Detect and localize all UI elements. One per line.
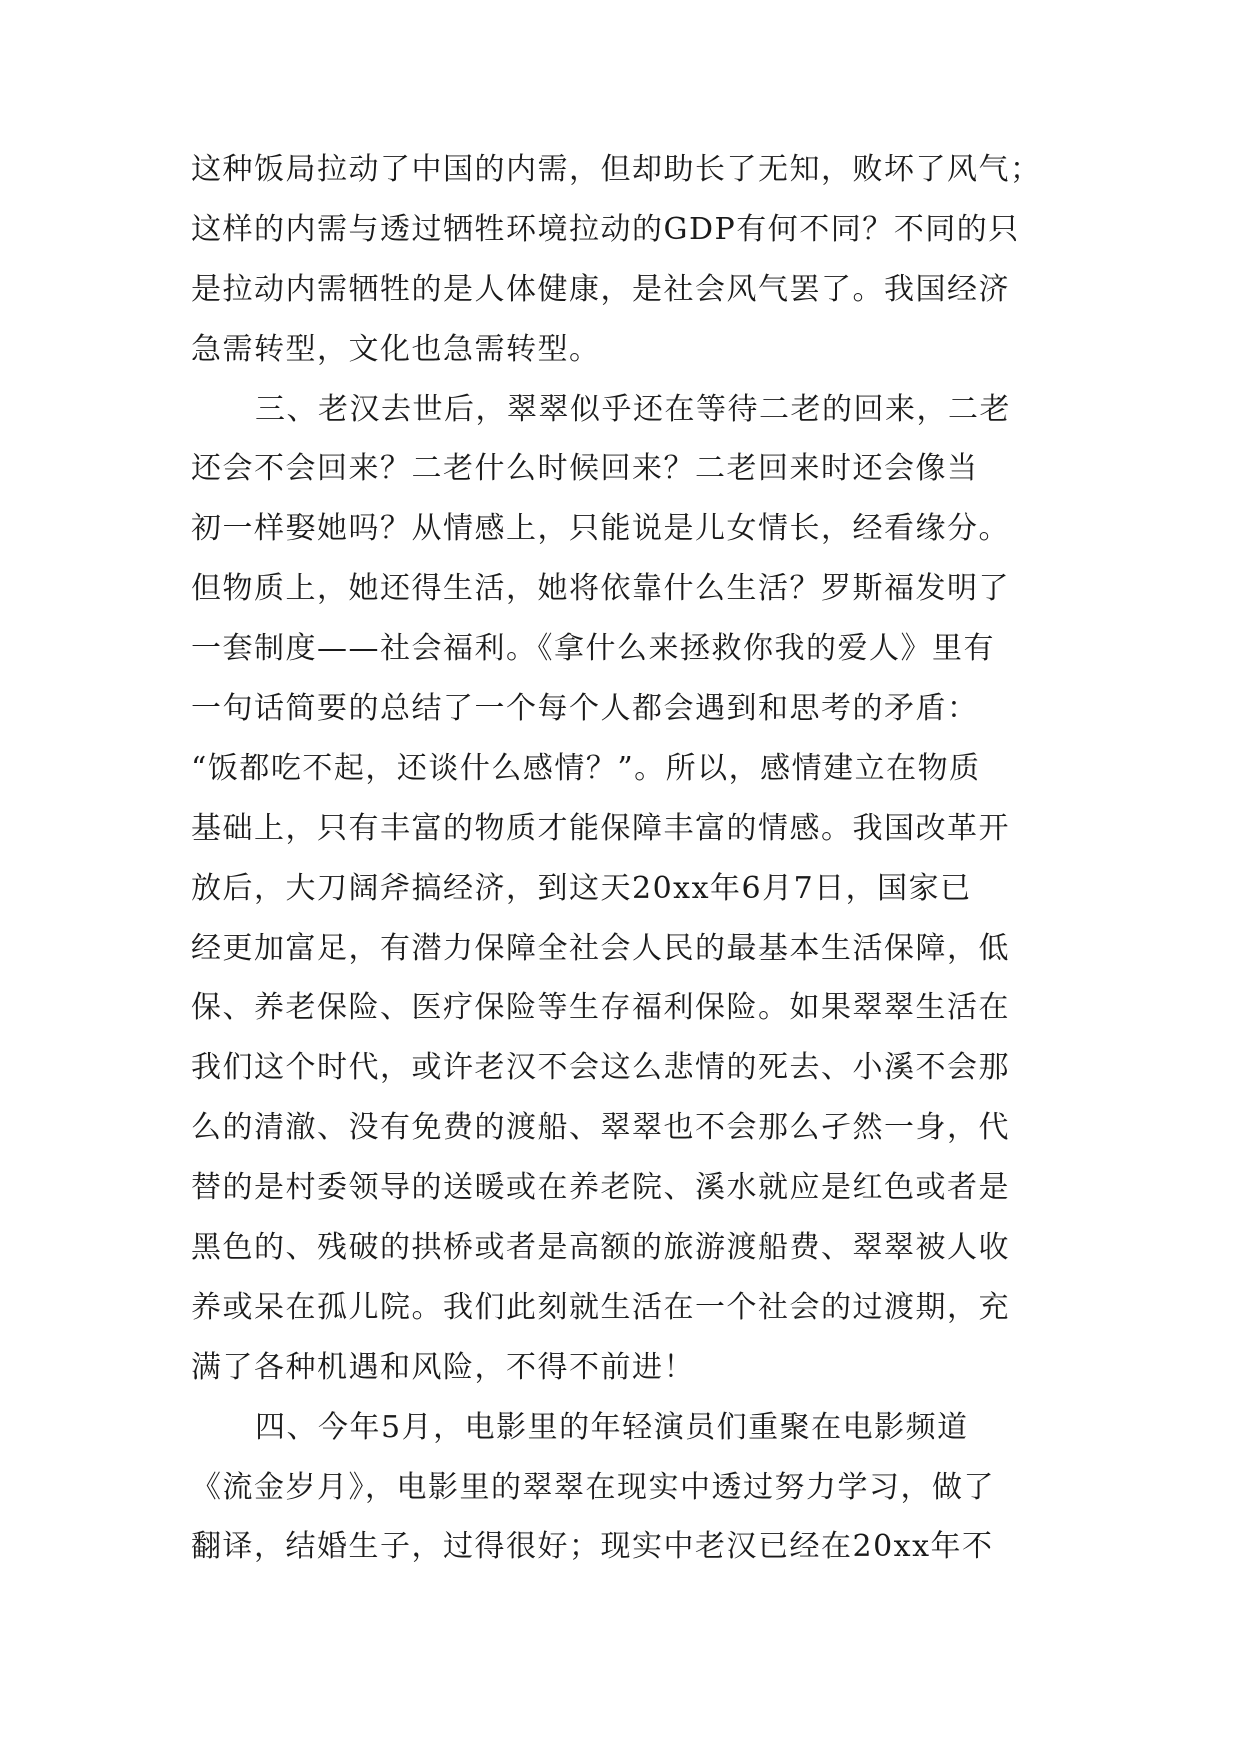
text-line: 我们这个时代，或许老汉不会这么悲情的死去、小溪不会那 [191,1050,1010,1086]
text-line: 放后，大刀阔斧搞经济，到这天20xx年6月7日，国家已 [191,870,972,906]
text-line: 一句话简要的总结了一个每个人都会遇到和思考的矛盾： [191,691,979,727]
text-line: 黑色的、残破的拱桥或者是高额的旅游渡船费、翠翠被人收 [191,1230,1010,1266]
text-line: 基础上，只有丰富的物质才能保障丰富的情感。我国改革开 [191,810,1010,846]
text-line: 养或呆在孤儿院。我们此刻就生活在一个社会的过渡期，充 [191,1289,1010,1325]
body-text [191,140,1057,1577]
text-line: 满了各种机遇和风险，不得不前进！ [191,1349,695,1385]
text-line: 这种饭局拉动了中国的内需，但却助长了无知，败坏了风气； [191,152,1042,187]
text-line: 么的清澈、没有免费的渡船、翠翠也不会那么孑然一身，代 [191,1110,1010,1146]
paragraph-start-line: 三、老汉去世后，翠翠似乎还在等待二老的回来，二老 [255,391,1011,427]
text-line: 经更加富足，有潜力保障全社会人民的最基本生活保障，低 [191,930,1010,966]
text-line: 这样的内需与透过牺牲环境拉动的GDP有何不同？不同的只 [191,211,1020,247]
text-line: 初一样娶她吗？从情感上，只能说是儿女情长，经看缘分。 [191,511,1010,547]
text-line: 是拉动内需牺牲的是人体健康，是社会风气罢了。我国经济 [191,271,1010,307]
text-line: 急需转型，文化也急需转型。 [191,331,601,367]
paragraph-start-line: 四、今年5月，电影里的年轻演员们重聚在电影频道 [255,1409,969,1445]
text-line: 翻译，结婚生子，过得很好；现实中老汉已经在20xx年不 [191,1529,994,1565]
text-line: 但物质上，她还得生活，她将依靠什么生活？罗斯福发明了 [191,571,1010,607]
text-line: 《流金岁月》，电影里的翠翠在现实中透过努力学习，做了 [191,1469,995,1505]
text-line: 替的是村委领导的送暖或在养老院、溪水就应是红色或者是 [191,1170,1010,1206]
text-line: 保、养老保险、医疗保险等生存福利保险。如果翠翠生活在 [191,990,1010,1026]
text-line: 还会不会回来？二老什么时候回来？二老回来时还会像当 [191,451,979,487]
text-line: “饭都吃不起，还谈什么感情？”。所以，感情建立在物质 [191,750,981,786]
text-line: 一套制度——社会福利。《拿什么来拯救你我的爱人》里有 [191,631,995,667]
